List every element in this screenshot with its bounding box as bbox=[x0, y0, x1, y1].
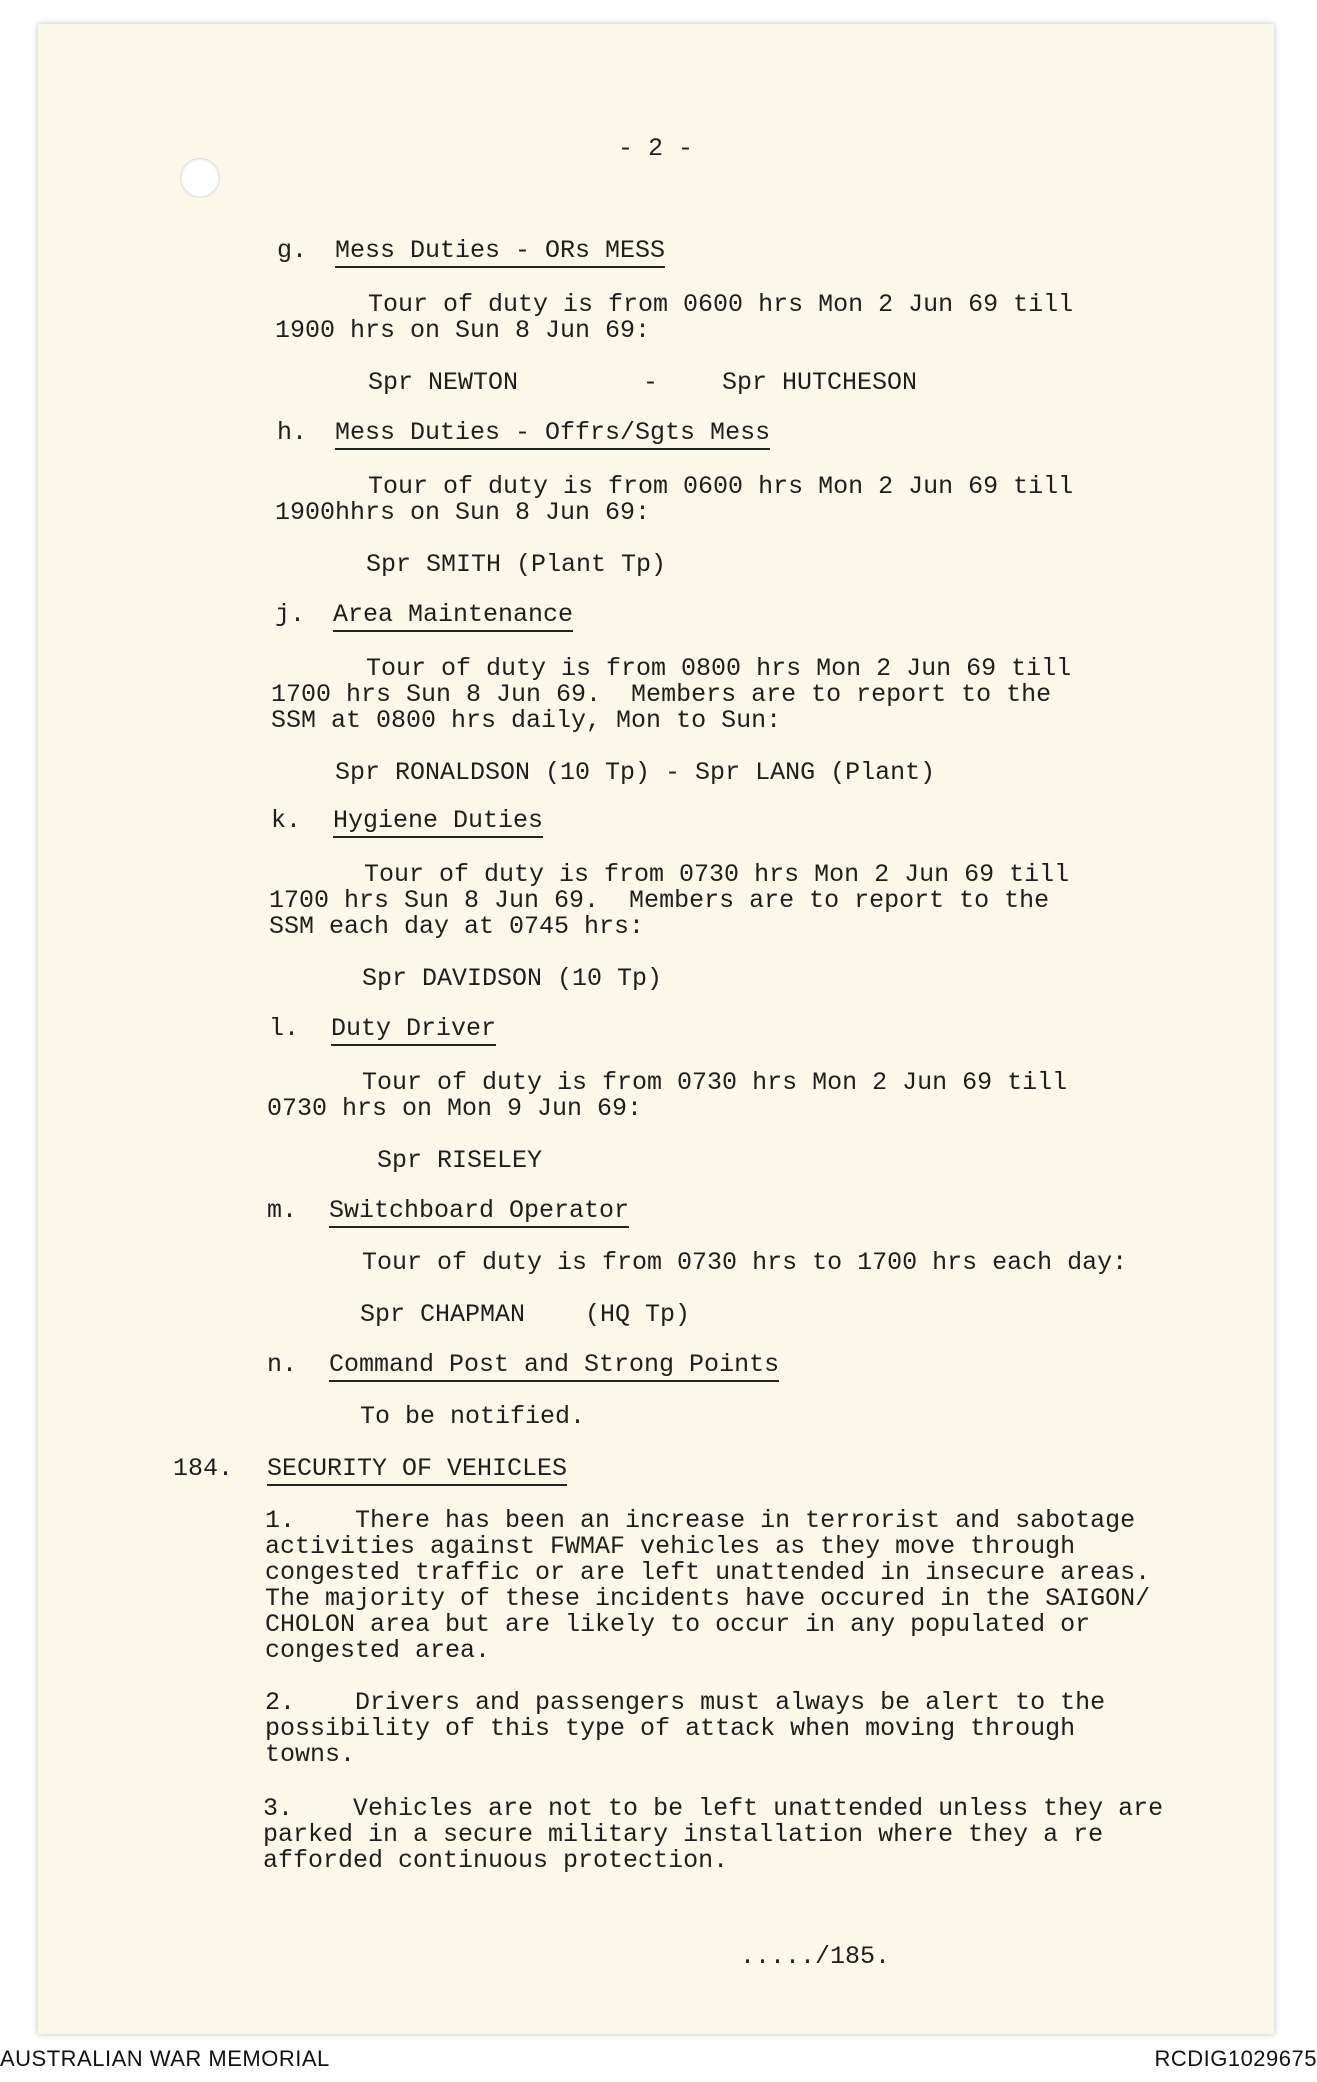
text-line: Tour of duty is from 0600 hrs Mon 2 Jun 69 till bbox=[368, 290, 1074, 319]
item-letter-n: n. bbox=[267, 1350, 298, 1379]
dash: - bbox=[643, 368, 659, 397]
text-line: The majority of these incidents have occured in the SAIGON/ bbox=[265, 1584, 1151, 1613]
text-line: 1700 hrs Sun 8 Jun 69. Members are to report to the bbox=[269, 886, 1050, 915]
text-line: parked in a secure military installation where they a re bbox=[263, 1820, 1104, 1849]
page-number: - 2 - bbox=[618, 134, 694, 163]
heading-area-maintenance: Area Maintenance bbox=[333, 600, 573, 632]
paragraph-number: 184. bbox=[173, 1454, 234, 1483]
item-letter-m: m. bbox=[267, 1196, 298, 1225]
text-line: CHOLON area but are likely to occur in any populated or bbox=[265, 1610, 1091, 1639]
item-letter-h: h. bbox=[277, 418, 308, 447]
punch-hole bbox=[180, 158, 220, 198]
item-letter-l: l. bbox=[269, 1014, 300, 1043]
text-line: 1. There has been an increase in terrorist and sabotage bbox=[265, 1506, 1136, 1535]
text-line: activities against FWMAF vehicles as they move through bbox=[265, 1532, 1076, 1561]
text-line: To be notified. bbox=[360, 1402, 586, 1431]
text-line: Tour of duty is from 0730 hrs to 1700 hrs each day: bbox=[362, 1248, 1128, 1277]
text-line: Tour of duty is from 0730 hrs Mon 2 Jun 69 till bbox=[362, 1068, 1068, 1097]
text-line: 1700 hrs Sun 8 Jun 69. Members are to report to the bbox=[271, 680, 1052, 709]
text-line: Tour of duty is from 0600 hrs Mon 2 Jun 69 till bbox=[368, 472, 1074, 501]
item-letter-j: j. bbox=[275, 600, 306, 629]
footer-archive-name: AUSTRALIAN WAR MEMORIAL bbox=[0, 2046, 330, 2071]
heading-command-post: Command Post and Strong Points bbox=[329, 1350, 779, 1382]
text-line: SSM each day at 0745 hrs: bbox=[269, 912, 645, 941]
person-name: Spr HUTCHESON bbox=[722, 368, 918, 397]
text-line: 2. Drivers and passengers must always be alert to the bbox=[265, 1688, 1106, 1717]
person-name: Spr RISELEY bbox=[377, 1146, 543, 1175]
text-line: towns. bbox=[265, 1740, 356, 1769]
heading-switchboard-operator: Switchboard Operator bbox=[329, 1196, 629, 1228]
item-letter-g: g. bbox=[277, 236, 308, 265]
heading-mess-duties-ors: Mess Duties - ORs MESS bbox=[335, 236, 665, 268]
text-line: afforded continuous protection. bbox=[263, 1846, 729, 1875]
text-line: 3. Vehicles are not to be left unattended unless they are bbox=[263, 1794, 1164, 1823]
person-name: Spr NEWTON bbox=[368, 368, 519, 397]
person-name: Spr DAVIDSON (10 Tp) bbox=[362, 964, 663, 993]
text-line: Tour of duty is from 0730 hrs Mon 2 Jun 69 till bbox=[364, 860, 1070, 889]
text-line: 0730 hrs on Mon 9 Jun 69: bbox=[267, 1094, 643, 1123]
text-line: Tour of duty is from 0800 hrs Mon 2 Jun 69 till bbox=[366, 654, 1072, 683]
continuation-marker: ...../185. bbox=[740, 1942, 891, 1971]
heading-mess-duties-offrs: Mess Duties - Offrs/Sgts Mess bbox=[335, 418, 770, 450]
text-line: 1900 hrs on Sun 8 Jun 69: bbox=[275, 316, 651, 345]
item-letter-k: k. bbox=[271, 806, 302, 835]
text-line: SSM at 0800 hrs daily, Mon to Sun: bbox=[271, 706, 782, 735]
text-line: possibility of this type of attack when moving through bbox=[265, 1714, 1076, 1743]
heading-duty-driver: Duty Driver bbox=[331, 1014, 496, 1046]
person-name: Spr RONALDSON (10 Tp) - Spr LANG (Plant) bbox=[335, 758, 936, 787]
heading-security-of-vehicles: SECURITY OF VEHICLES bbox=[267, 1454, 567, 1486]
heading-hygiene-duties: Hygiene Duties bbox=[333, 806, 543, 838]
footer-record-id: RCDIG1029675 bbox=[1154, 2046, 1317, 2071]
text-line: congested area. bbox=[265, 1636, 491, 1665]
text-line: congested traffic or are left unattended in insecure areas. bbox=[265, 1558, 1151, 1587]
person-name: Spr CHAPMAN (HQ Tp) bbox=[360, 1300, 691, 1329]
person-name: Spr SMITH (Plant Tp) bbox=[366, 550, 667, 579]
text-line: 1900hhrs on Sun 8 Jun 69: bbox=[275, 498, 651, 527]
